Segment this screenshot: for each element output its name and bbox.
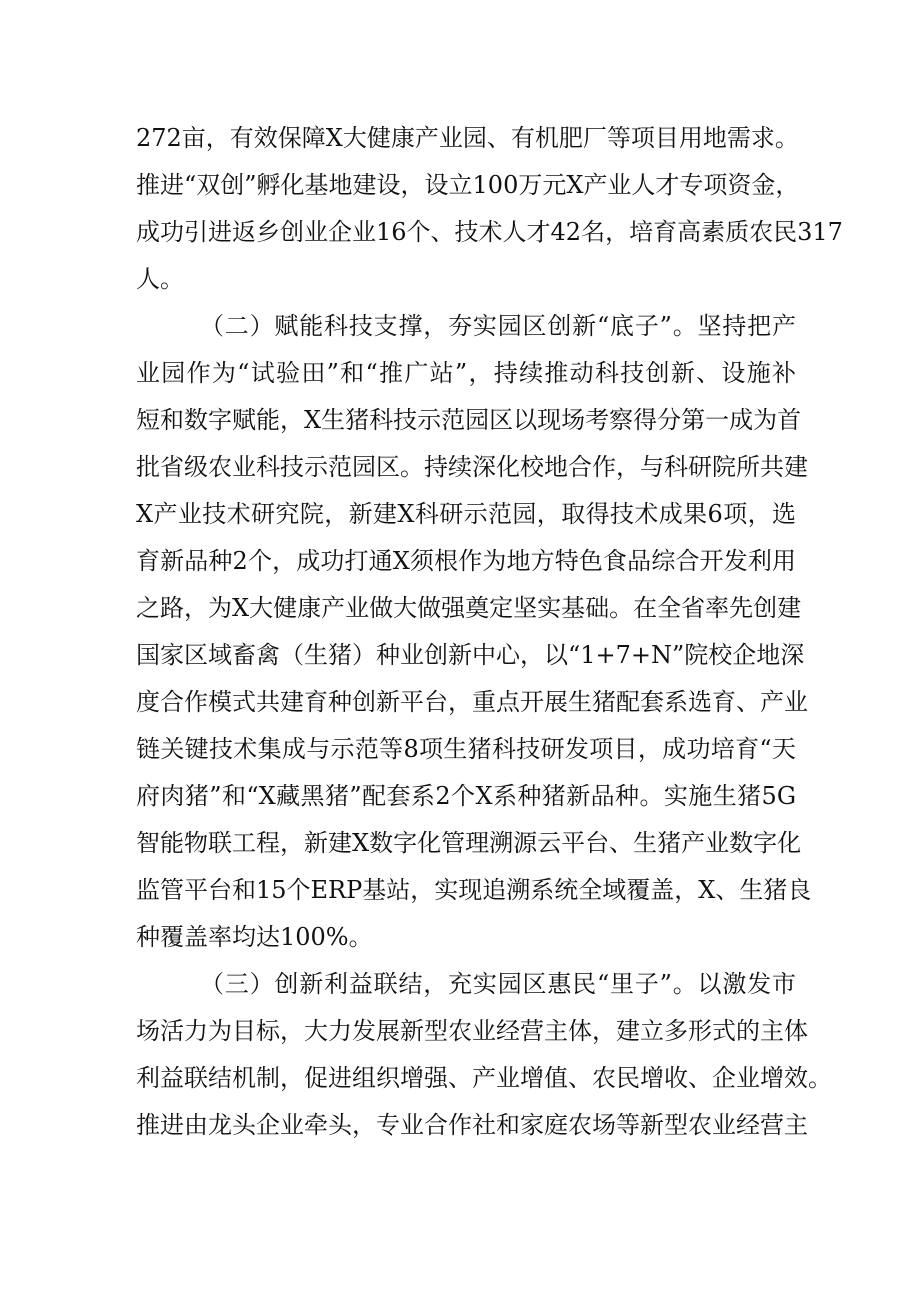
text-line: 监管平台和15个ERP基站，实现追溯系统全域覆盖，X、生猪良 [136, 876, 812, 904]
text-line: 智能物联工程，新建X数字化管理溯源云平台、生猪产业数字化 [136, 829, 802, 857]
text-line: 种覆盖率均达100%。 [136, 923, 373, 951]
text-line: 育新品种2个，成功打通X须根作为地方特色食品综合开发利用 [136, 547, 796, 575]
text-line: 业园作为“试验田”和“推广站”，持续推动科技创新、设施补 [136, 359, 796, 387]
text-line: 成功引进返乡创业企业16个、技术人才42名，培育高素质农民317 [136, 218, 843, 246]
text-line: 度合作模式共建育种创新平台，重点开展生猪配套系选育、产业 [136, 688, 808, 716]
text-line: X产业技术研究院，新建X科研示范园，取得技术成果6项，选 [136, 500, 796, 528]
text-line: 国家区域畜禽（生猪）种业创新中心，以“1+7+N”院校企地深 [136, 641, 805, 669]
text-line: 短和数字赋能，X生猪科技示范园区以现场考察得分第一成为首 [136, 406, 802, 434]
text-line: 推进由龙头企业牵头，专业合作社和家庭农场等新型农业经营主 [136, 1111, 808, 1139]
text-line: 推进“双创”孵化基地建设，设立100万元X产业人才专项资金， [136, 171, 800, 199]
text-line: 之路，为X大健康产业做大做强奠定坚实基础。在全省率先创建 [136, 594, 802, 622]
text-line: 人。 [136, 265, 184, 293]
section-heading-3: （三）创新利益联结，充实园区惠民“里子”。以激发市 [200, 970, 796, 998]
text-line: 链关键技术集成与示范等8项生猪科技研发项目，成功培育“天 [136, 735, 796, 763]
text-line: 利益联结机制，促进组织增强、产业增值、农民增收、企业增效。 [136, 1064, 832, 1092]
text-line: 府肉猪”和“X藏黑猪”配套系2个X系种猪新品种。实施生猪5G [136, 782, 796, 810]
text-line: 批省级农业科技示范园区。持续深化校地合作，与科研院所共建 [136, 453, 808, 481]
text-line: 272亩，有效保障X大健康产业园、有机肥厂等项目用地需求。 [136, 124, 799, 152]
section-heading-2: （二）赋能科技支撑，夯实园区创新“底子”。坚持把产 [200, 312, 796, 340]
text-line: 场活力为目标，大力发展新型农业经营主体，建立多形式的主体 [136, 1017, 808, 1045]
